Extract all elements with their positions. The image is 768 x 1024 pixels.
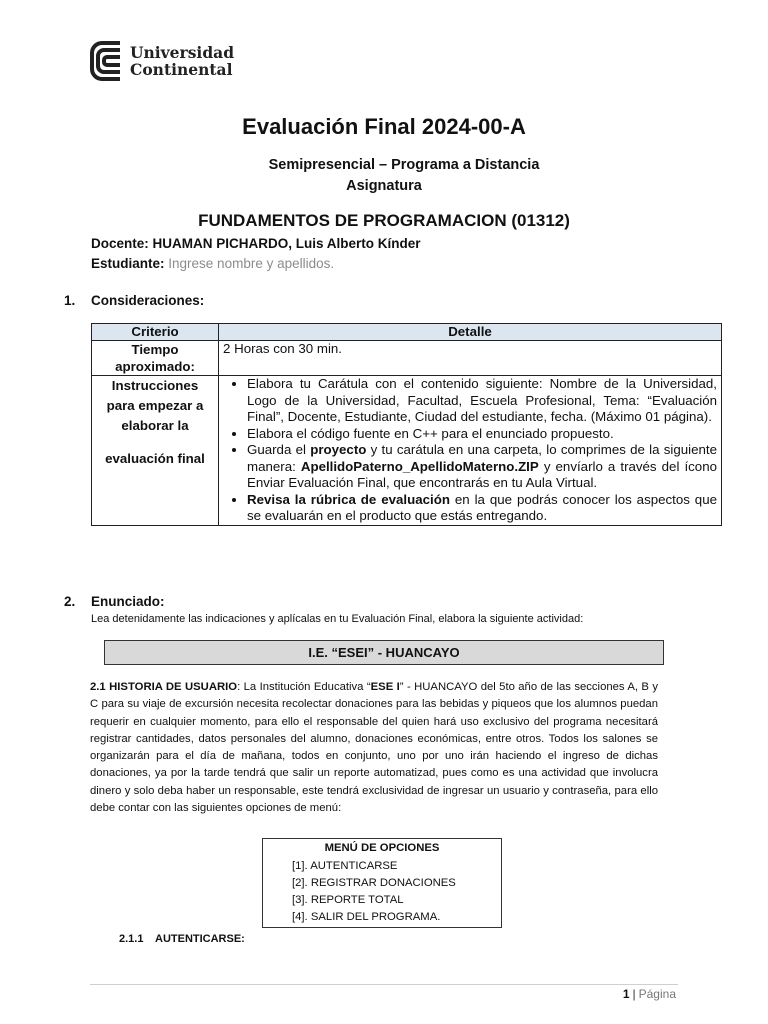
- menu-title: MENÚ DE OPCIONES: [324, 842, 440, 854]
- row-instructions-label: [92, 376, 219, 526]
- row-instructions-value: [219, 376, 722, 526]
- section-1-heading: [64, 293, 204, 308]
- b4-bold: Revisa la rúbrica de evaluación: [247, 491, 450, 507]
- user-story: [90, 679, 658, 817]
- list-item: [247, 442, 717, 492]
- story-text-2: ” - HUANCAYO del 5to año de las secciones A, B y C para su viaje de excursión necesita recolectar donaciones para las bebidas y piqueos que los alumnos puedan requerir en cualquier momento, para ello el responsable del quien hará uso exclusivo del programa necesitará registrar cantidades, datos personales del alumno, donaciones económicas, entre otros. Todos los salones se organizarán para el día de mañana, todos en conjunto, uno por uno irán haciendo el ingreso de dichas donaciones, ya por la tarde tendrá que salir un reporte automatizad, pues como es una actividad que involucra dinero y solo deba haber un responsable, este tendrá exclusividad de ingresar un usuario y contraseña, para ello debe contar con las siguientes opciones de menú:: [90, 681, 659, 815]
- section-2-title: Enunciado:: [91, 594, 165, 609]
- subsection-title: AUTENTICARSE:: [155, 933, 245, 945]
- b3-pre: Guarda el: [247, 442, 311, 457]
- menu-item: [3]. REPORTE TOTAL: [292, 894, 404, 906]
- docente-value: HUAMAN PICHARDO, Luis Alberto Kínder: [152, 236, 421, 251]
- page-title: Evaluación Final 2024-00-A: [242, 114, 526, 139]
- logo-mark-icon: [90, 40, 122, 82]
- table-row: [92, 341, 722, 376]
- page-label: Página: [638, 987, 676, 1001]
- list-item: • Elabora el código fuente en C++ para el enunciado propuesto.: [247, 426, 717, 443]
- list-item: • Elabora tu Carátula con el contenido siguiente: Nombre de la Universidad, Logo de la Universidad, Facultad, Escuela Profesional, Tema: “Evaluación Final”, Docente, Estudiante, Ciudad del estudiante, fecha. (Máximo 01 página).: [247, 376, 717, 426]
- logo-line-2: Continental: [130, 60, 233, 79]
- header-criterio: Criterio: [92, 324, 219, 341]
- section-1-title: Consideraciones:: [91, 293, 205, 308]
- university-logo: [90, 40, 234, 82]
- estudiante-field[interactable]: Ingrese nombre y apellidos.: [168, 256, 335, 271]
- menu-item: [4]. SALIR DEL PROGRAMA.: [292, 911, 441, 923]
- logo-text: [130, 44, 234, 78]
- b3-bold-1: proyecto: [310, 442, 367, 457]
- subtitle-modality: Semipresencial – Programa a Distancia: [268, 157, 540, 173]
- table-header-row: [92, 324, 722, 341]
- page-number: 1: [622, 987, 630, 1001]
- docente-label: Docente:: [91, 236, 149, 251]
- story-number: 2.1: [90, 681, 106, 693]
- section-1-number: 1.: [64, 293, 76, 308]
- menu-item: [1]. AUTENTICARSE: [292, 860, 398, 872]
- subtitle-subject: Asignatura: [346, 178, 422, 194]
- b3-mid: y tu carátula en una carpeta, lo comprimes de la siguiente manera:: [247, 442, 717, 474]
- estudiante-line: [91, 256, 334, 271]
- footer-divider: [90, 984, 678, 985]
- menu-item: [2]. REGISTRAR DONACIONES: [292, 877, 456, 889]
- menu-options-box: [262, 838, 502, 928]
- b3-post: y envíarlo a través del ícono Enviar Evaluación Final, que encontrarás en tu Aula Virtual.: [247, 458, 717, 490]
- user-story-paragraph: [90, 679, 658, 817]
- story-heading: HISTORIA DE USUARIO: [109, 681, 238, 693]
- table-row: [92, 376, 722, 526]
- section-2-intro: Lea detenidamente las indicaciones y aplícalas en tu Evaluación Final, elabora la siguiente actividad:: [91, 613, 584, 625]
- footer-separator: |: [632, 987, 636, 1001]
- subsection-heading: [119, 933, 245, 945]
- list-item: [247, 492, 717, 525]
- subsection-number: 2.1.1: [119, 933, 144, 945]
- b4-post: en la que podrás conocer los aspectos que se evaluarán en el producto que estás entregando.: [247, 491, 717, 523]
- estudiante-label: Estudiante:: [91, 256, 165, 271]
- instructions-label-a: Instrucciones para empezar a elaborar la: [106, 378, 204, 433]
- story-bold: ESE I: [370, 681, 400, 693]
- institution-banner: I.E. “ESEI” - HUANCAYO: [104, 640, 664, 665]
- row-time-label: Tiempo aproximado:: [92, 341, 219, 376]
- row-time-value: 2 Horas con 30 min.: [219, 341, 722, 376]
- instructions-list: [223, 376, 717, 525]
- considerations-table: [91, 323, 722, 526]
- course-title: FUNDAMENTOS DE PROGRAMACION (01312): [198, 211, 570, 230]
- section-2-number: 2.: [64, 594, 76, 609]
- logo-line-1: Universidad: [130, 43, 235, 62]
- page-footer: [623, 987, 676, 1001]
- docente-line: [91, 236, 421, 251]
- header-detalle: Detalle: [219, 324, 722, 341]
- story-text-1: : La Institución Educativa “: [237, 681, 371, 693]
- instructions-label-b: evaluación final: [105, 451, 205, 466]
- b3-bold-2: ApellidoPaterno_ApellidoMaterno.ZIP: [300, 458, 539, 474]
- section-2-heading: [64, 594, 165, 609]
